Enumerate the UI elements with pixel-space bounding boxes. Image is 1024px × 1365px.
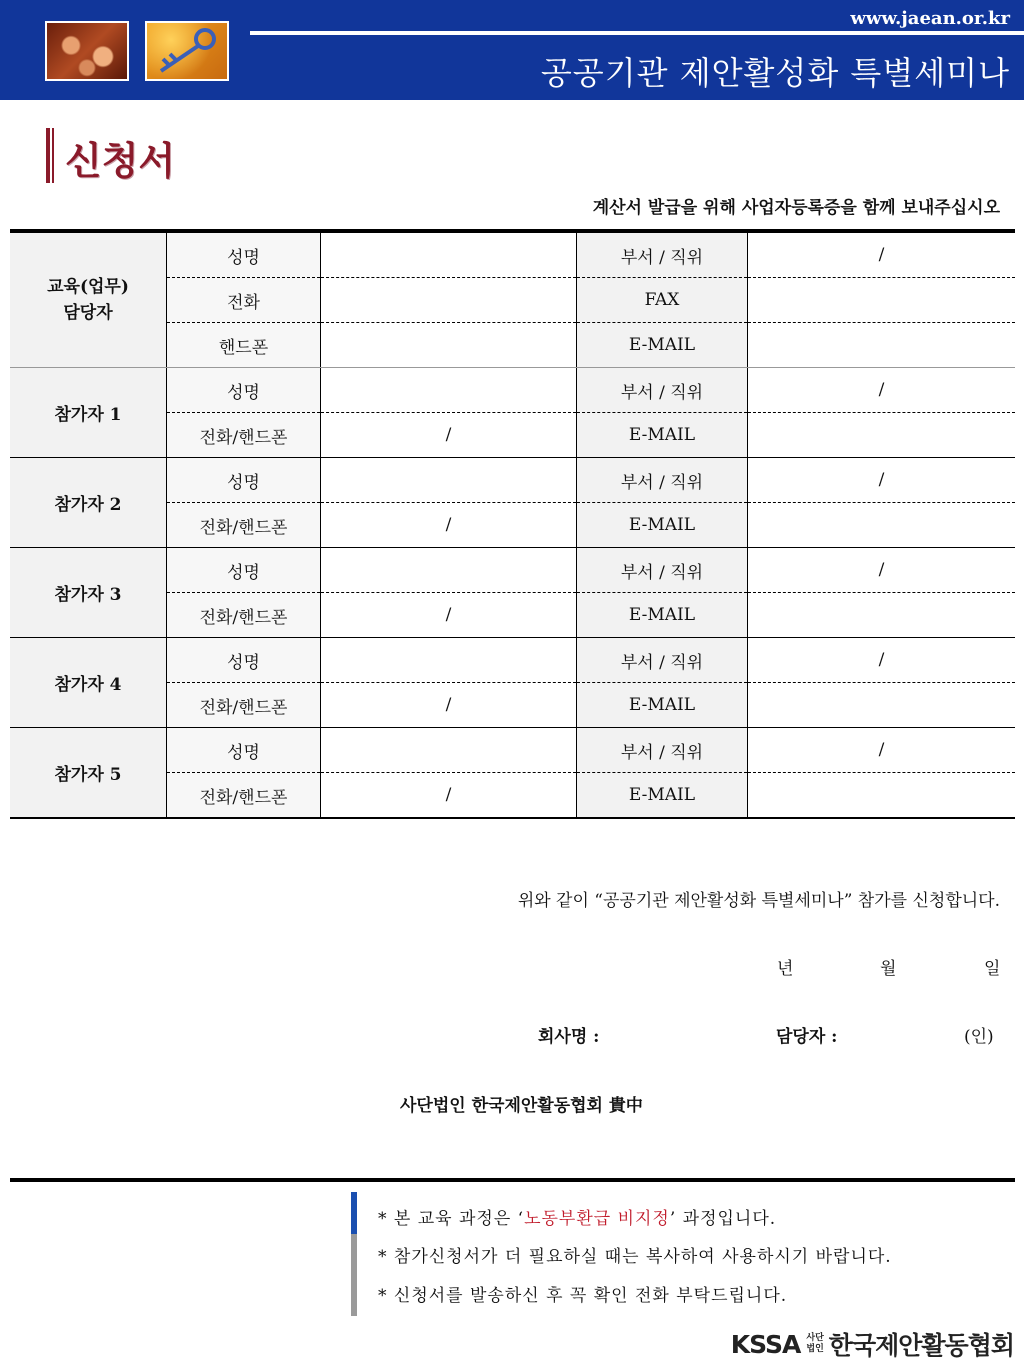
participant-3-email-field[interactable] (748, 593, 1016, 638)
manager-name-field[interactable] (321, 231, 577, 278)
logo-kssa-text: KSSA (730, 1329, 801, 1359)
participant-4-email-field[interactable] (748, 683, 1016, 728)
participant-4-phone-field[interactable]: / (321, 683, 577, 728)
logo-small-top: 사단 (806, 1333, 824, 1343)
participant-2-phone-field[interactable]: / (321, 503, 577, 548)
logo-org-name: 한국제안활동협회 (828, 1331, 1014, 1360)
dept-position-label: 부서 / 직위 (577, 231, 748, 278)
table-row (10, 231, 1015, 278)
participant-1-email-field[interactable] (748, 413, 1016, 458)
participant-1-name-field[interactable] (321, 368, 577, 413)
note-1-text-end: ’ 과정입니다. (669, 1209, 777, 1229)
mobile-label: 핸드폰 (167, 323, 321, 368)
participant-3-label: 참가자 3 (10, 548, 167, 638)
participant-3-phone-field[interactable]: / (321, 593, 577, 638)
dept-position-label: 부서 / 직위 (577, 368, 748, 413)
name-label: 성명 (167, 728, 321, 773)
page-title: 신청서 (65, 138, 176, 183)
email-label: E-MAIL (577, 413, 748, 458)
manager-group-label: 교육(업무) 담당자 (10, 231, 167, 368)
phone-mobile-label: 전화/핸드폰 (167, 593, 321, 638)
note-2: * 참가신청서가 더 필요하실 때는 복사하여 사용하시기 바랍니다. (378, 1247, 892, 1267)
notes-accent-bar-gray (351, 1234, 357, 1316)
participant-5-phone-field[interactable]: / (321, 773, 577, 819)
name-label: 성명 (167, 368, 321, 413)
email-label: E-MAIL (577, 323, 748, 368)
table-row (10, 728, 1015, 773)
title-accent-bar-thin (52, 128, 54, 183)
email-label: E-MAIL (577, 683, 748, 728)
table-row (10, 638, 1015, 683)
participant-5-label: 참가자 5 (10, 728, 167, 819)
email-label: E-MAIL (577, 593, 748, 638)
addressee: 사단법인 한국제안활동협회 貴中 (400, 1096, 643, 1116)
month-label: 월 (880, 959, 897, 979)
manager-email-field[interactable] (748, 323, 1016, 368)
kssa-logo (731, 1328, 1014, 1360)
manager-phone-field[interactable] (321, 278, 577, 323)
participant-1-label: 참가자 1 (10, 368, 167, 458)
participant-5-email-field[interactable] (748, 773, 1016, 819)
dept-position-label: 부서 / 직위 (577, 728, 748, 773)
manager-label: 담당자 : (776, 1027, 838, 1047)
note-1-highlight: 노동부환급 비지정 (524, 1209, 670, 1229)
table-row (10, 458, 1015, 503)
name-label: 성명 (167, 548, 321, 593)
invoice-notice: 계산서 발급을 위해 사업자등록증을 함께 보내주십시오 (592, 198, 1000, 218)
year-label: 년 (777, 959, 794, 979)
logo-small-text (806, 1333, 823, 1355)
participant-1-phone-field[interactable]: / (321, 413, 577, 458)
participant-5-name-field[interactable] (321, 728, 577, 773)
day-label: 일 (984, 959, 1001, 979)
header-divider (250, 31, 1024, 35)
phone-mobile-label: 전화/핸드폰 (167, 413, 321, 458)
participant-4-dept-field[interactable]: / (748, 638, 1016, 683)
title-accent-bar (46, 128, 50, 183)
dept-position-label: 부서 / 직위 (577, 638, 748, 683)
key-image (145, 21, 229, 81)
email-label: E-MAIL (577, 503, 748, 548)
application-statement: 위와 같이 “공공기관 제안활성화 특별세미나” 참가를 신청합니다. (517, 891, 1000, 911)
participant-2-email-field[interactable] (748, 503, 1016, 548)
note-1 (378, 1204, 776, 1229)
application-form-table (10, 229, 1015, 819)
note-3: * 신청서를 발송하신 후 꼭 확인 전화 부탁드립니다. (378, 1286, 788, 1306)
phone-label: 전화 (167, 278, 321, 323)
email-label: E-MAIL (577, 773, 748, 819)
participant-1-dept-field[interactable]: / (748, 368, 1016, 413)
participant-4-name-field[interactable] (321, 638, 577, 683)
fax-label: FAX (577, 278, 748, 323)
company-name-label: 회사명 : (538, 1027, 600, 1047)
phone-mobile-label: 전화/핸드폰 (167, 503, 321, 548)
participant-5-dept-field[interactable]: / (748, 728, 1016, 773)
manager-fax-field[interactable] (748, 278, 1016, 323)
name-label: 성명 (167, 638, 321, 683)
website-url[interactable]: www.jaean.or.kr (850, 8, 1010, 29)
dept-position-label: 부서 / 직위 (577, 458, 748, 503)
page-header (0, 0, 1024, 100)
phone-mobile-label: 전화/핸드폰 (167, 773, 321, 819)
phone-mobile-label: 전화/핸드폰 (167, 683, 321, 728)
bottom-divider (10, 1178, 1015, 1182)
dept-position-label: 부서 / 직위 (577, 548, 748, 593)
header-photo-image (45, 21, 129, 81)
participant-2-dept-field[interactable]: / (748, 458, 1016, 503)
seal-label: (인) (964, 1027, 994, 1047)
notes-accent-bar (351, 1192, 357, 1234)
seminar-title: 공공기관 제안활성화 특별세미나 (540, 54, 1010, 92)
participant-3-dept-field[interactable]: / (748, 548, 1016, 593)
table-row (10, 548, 1015, 593)
manager-dept-field[interactable]: / (748, 231, 1016, 278)
name-label: 성명 (167, 231, 321, 278)
manager-mobile-field[interactable] (321, 323, 577, 368)
note-1-text: * 본 교육 과정은 ‘ (378, 1209, 525, 1229)
name-label: 성명 (167, 458, 321, 503)
participant-2-label: 참가자 2 (10, 458, 167, 548)
participant-4-label: 참가자 4 (10, 638, 167, 728)
participant-3-name-field[interactable] (321, 548, 577, 593)
logo-small-bottom: 법인 (806, 1344, 824, 1354)
table-row (10, 368, 1015, 413)
participant-2-name-field[interactable] (321, 458, 577, 503)
